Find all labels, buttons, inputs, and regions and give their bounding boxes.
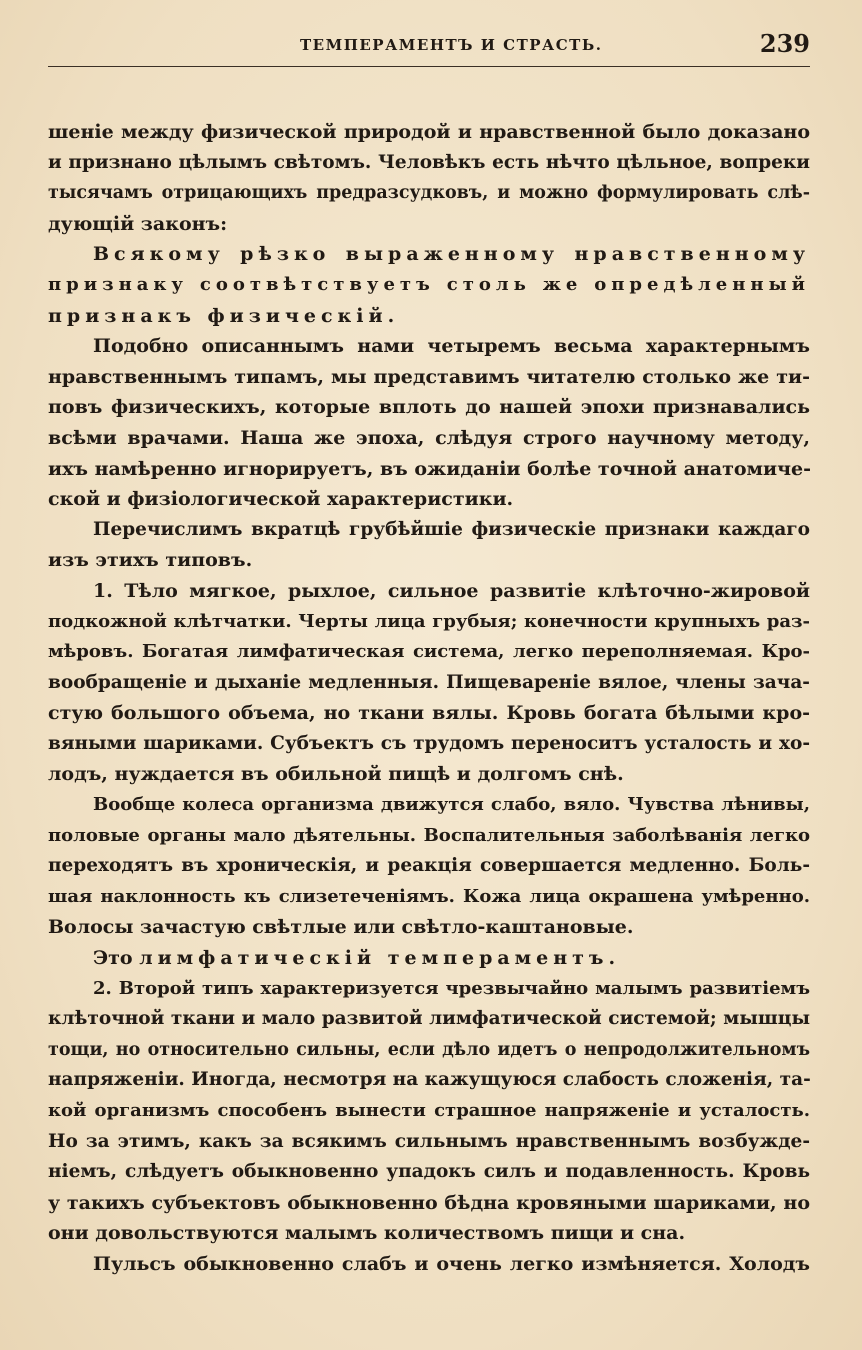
text-line: кой организмъ способенъ вынести страшное напряженіе и усталость. — [48, 1100, 810, 1121]
text-line: нравственнымъ типамъ, мы представимъ читателю столько же ти- — [48, 365, 810, 388]
text-line: вяными шариками. Субъектъ съ трудомъ переноситъ усталость и хо- — [48, 732, 810, 754]
text-line: они довольствуются малымъ количествомъ пищи и сна. — [48, 1222, 686, 1245]
law-line: Всякому рѣзко выраженному нравственному — [93, 243, 810, 266]
text-line: Но за этимъ, какъ за всякимъ сильнымъ нравственнымъ возбужде- — [48, 1130, 810, 1152]
text-line: лодъ, нуждается въ обильной пищѣ и долгомъ снѣ. — [48, 763, 624, 786]
text-line: вообращеніе и дыханіе медленныя. Пищевареніе вялое, члены зача- — [48, 671, 810, 693]
law-line: признакъ физическій. — [48, 304, 400, 327]
text-line: переходятъ въ хроническія, и реакція совершается медленно. Боль- — [48, 855, 810, 877]
text-line: мѣровъ. Богатая лимфатическая система, легко переполняемая. Кро- — [48, 641, 810, 663]
text-line: дующій законъ: — [48, 212, 228, 235]
temperament-name: лимфатическій темпераментъ. — [139, 947, 621, 970]
text-line: подкожной клѣтчатки. Черты лица грубыя; конечности крупныхъ раз- — [48, 610, 810, 632]
text-line: шая наклонность къ слизетеченіямъ. Кожа лица окрашена умѣренно. — [48, 885, 810, 907]
text-line: Вообще колеса организма движутся слабо, вяло. Чувства лѣнивы, — [93, 794, 810, 816]
text-line: Пульсъ обыкновенно слабъ и очень легко измѣняется. Холодъ — [93, 1252, 810, 1275]
text-line: и признано цѣлымъ свѣтомъ. Человѣкъ есть нѣчто цѣльное, вопреки — [48, 151, 810, 173]
text-line: повъ физическихъ, которые вплоть до нашей эпохи признавались — [48, 396, 810, 419]
text-line: шеніе между физической природой и нравственной было доказано — [48, 121, 810, 143]
text-line: тощи, но относительно сильны, если дѣло идетъ о непродолжительномъ — [48, 1039, 810, 1060]
text-line: Волосы зачастую свѣтлые или свѣтло-каштановые. — [48, 916, 634, 939]
text-line: 1. Тѣло мягкое, рыхлое, сильное развитіе клѣточно-жировой — [93, 579, 810, 602]
text-line: всѣми врачами. Наша же эпоха, слѣдуя строго научному методу, — [48, 426, 810, 449]
text-line: ской и физіологической характеристики. — [48, 488, 514, 511]
text-line: половые органы мало дѣятельны. Воспалительныя заболѣванія легко — [48, 824, 810, 846]
page-number: 239 — [759, 29, 810, 58]
text-line: стую большого объема, но ткани вялы. Кровь богата бѣлыми кро- — [48, 702, 810, 725]
text-line: ніемъ, слѣдуетъ обыкновенно упадокъ силъ и подавленность. Кровь — [48, 1161, 810, 1183]
running-head — [48, 26, 810, 67]
text-line: клѣточной ткани и мало развитой лимфатической системой; мышцы — [48, 1008, 810, 1030]
text-line — [48, 943, 810, 974]
text-line: Подобно описаннымъ нами четыремъ весьма характернымъ — [93, 335, 810, 358]
text-line: у такихъ субъектовъ обыкновенно бѣдна кровяными шариками, но — [48, 1191, 810, 1214]
text-line: 2. Второй типъ характеризуется чрезвычайно малымъ развитіемъ — [93, 977, 810, 999]
running-title: ТЕМПЕРАМЕНТЪ И СТРАСТЬ. — [300, 36, 603, 54]
text-line: тысячамъ отрицающихъ предразсудковъ, и можно формулировать слѣ- — [48, 183, 810, 204]
text-line: изъ этихъ типовъ. — [48, 549, 253, 572]
law-line: признаку соотвѣтствуетъ столь же опредѣленный — [48, 273, 810, 295]
text-line: ихъ намѣренно игнорируетъ, въ ожиданіи болѣе точной анатомиче- — [48, 457, 812, 480]
body-text — [48, 117, 810, 1280]
text-fragment: Это — [93, 947, 133, 970]
text-line: Перечислимъ вкратцѣ грубѣйшіе физическіе признаки каждаго — [93, 518, 810, 540]
text-line: напряженіи. Иногда, несмотря на кажущуюся слабость сложенія, та- — [48, 1069, 811, 1091]
